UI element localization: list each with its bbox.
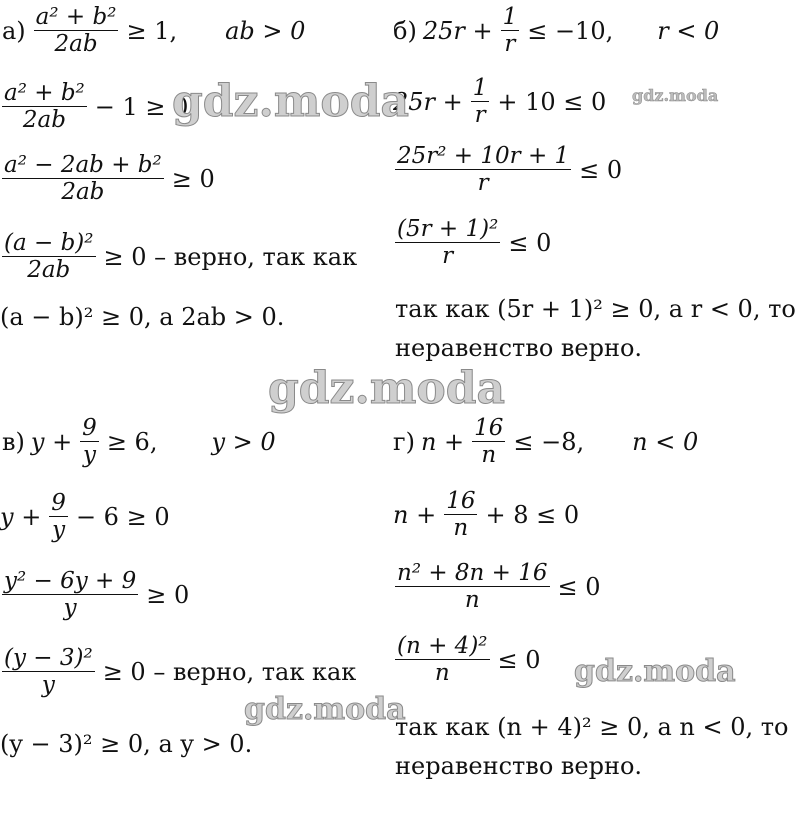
fraction: $\frac{1}{r}$ xyxy=(472,75,488,128)
condition: y > 0 xyxy=(211,427,276,456)
fraction: $\frac{\text{(n + 4)²}}{n}$ xyxy=(397,633,488,686)
fraction: $\frac{\text{a² + b²}}{2ab}$ xyxy=(4,80,85,133)
part-g-label: г) xyxy=(393,427,415,456)
inequality-rhs: ≥ 1, xyxy=(126,16,178,45)
inequality-rhs: ≤ 0 xyxy=(497,645,541,674)
watermark: gdz.moda xyxy=(244,692,406,727)
g-line-3 xyxy=(393,560,601,613)
inequality-rhs: ≥ 0 – верно, так как xyxy=(102,657,357,686)
fraction: $\frac{9}{y}$ xyxy=(82,415,97,468)
inequality-rhs: + 10 ≤ 0 xyxy=(497,87,607,116)
a-line-1 xyxy=(2,4,305,57)
a-line-4 xyxy=(0,230,357,283)
v-line-2: y + $\frac{9}{y}$ − 6 ≥ 0 xyxy=(0,490,170,543)
fraction: $\frac{\text{y² − 6y + 9}}{y}$ xyxy=(4,568,137,621)
inequality-rhs: + 8 ≤ 0 xyxy=(485,500,580,529)
g-line-4 xyxy=(393,633,541,686)
fraction: $\frac{\text{25r² + 10r + 1}}{r}$ xyxy=(397,143,570,196)
inequality-rhs: − 1 ≥ 0 xyxy=(94,92,189,121)
condition: n < 0 xyxy=(632,427,699,456)
inequality-rhs: ≥ 0 xyxy=(146,580,190,609)
fraction: $\frac{\text{(a − b)²}}{2ab}$ xyxy=(4,230,94,283)
g-line-5: так как (n + 4)² ≥ 0, а n < 0, то xyxy=(395,713,789,741)
b-line-6: неравенство верно. xyxy=(395,334,643,362)
inequality-rhs: ≥ 0 xyxy=(171,164,215,193)
inequality-rhs: ≤ −8, xyxy=(513,427,585,456)
fraction: $\frac{\text{n² + 8n + 16}}{n}$ xyxy=(397,560,548,613)
fraction: $\frac{\text{a² − 2ab + b²}}{2ab}$ xyxy=(4,152,162,205)
a-line-2 xyxy=(0,80,188,133)
watermark: gdz.moda xyxy=(574,654,736,689)
g-line-6: неравенство верно. xyxy=(395,752,643,780)
a-line-3 xyxy=(0,152,215,205)
inequality-rhs: ≥ 0 – верно, так как xyxy=(103,242,358,271)
b-line-3 xyxy=(393,143,622,196)
b-line-4 xyxy=(393,216,551,269)
watermark: gdz.moda xyxy=(172,76,410,127)
inequality-rhs: ≤ 0 xyxy=(557,572,601,601)
watermark: gdz.moda xyxy=(632,86,719,105)
inequality-rhs: ≤ 0 xyxy=(579,155,623,184)
b-line-2: 25r + $\frac{1}{r}$ + 10 ≤ 0 xyxy=(393,75,607,128)
condition: ab > 0 xyxy=(225,16,306,45)
v-line-1: в) y + $\frac{9}{y}$ ≥ 6, y > 0 xyxy=(2,415,276,468)
part-a-label: а) xyxy=(2,16,26,45)
part-v-label: в) xyxy=(2,427,25,456)
part-b-label: б) xyxy=(393,16,417,45)
fraction: $\frac{\text{a² + b²}}{2ab}$ xyxy=(35,4,117,57)
b-line-5: так как (5r + 1)² ≥ 0, а r < 0, то xyxy=(395,295,796,323)
inequality-rhs: − 6 ≥ 0 xyxy=(75,502,170,531)
fraction: $\frac{1}{r}$ xyxy=(502,4,518,57)
fraction: $\frac{16}{n}$ xyxy=(446,488,476,541)
condition: r < 0 xyxy=(657,16,720,45)
inequality-rhs: ≤ −10, xyxy=(527,16,614,45)
fraction: $\frac{16}{n}$ xyxy=(474,415,504,468)
g-line-2: n + $\frac{16}{n}$ + 8 ≤ 0 xyxy=(393,488,580,541)
fraction: $\frac{\text{(y − 3)²}}{y}$ xyxy=(4,645,93,698)
fraction: $\frac{\text{(5r + 1)²}}{r}$ xyxy=(397,216,499,269)
g-line-1: г) n + $\frac{16}{n}$ ≤ −8, n < 0 xyxy=(393,415,699,468)
inequality-rhs: ≤ 0 xyxy=(508,228,552,257)
a-line-5: (a − b)² ≥ 0, а 2ab > 0. xyxy=(0,303,285,331)
v-line-4 xyxy=(0,645,356,698)
v-line-5: (y − 3)² ≥ 0, а y > 0. xyxy=(0,730,253,758)
inequality-rhs: ≥ 6, xyxy=(106,427,158,456)
watermark: gdz.moda xyxy=(268,363,506,414)
v-line-3 xyxy=(0,568,189,621)
fraction: $\frac{9}{y}$ xyxy=(51,490,66,543)
b-line-1: б) 25r + $\frac{1}{r}$ ≤ −10, r < 0 xyxy=(393,4,720,57)
